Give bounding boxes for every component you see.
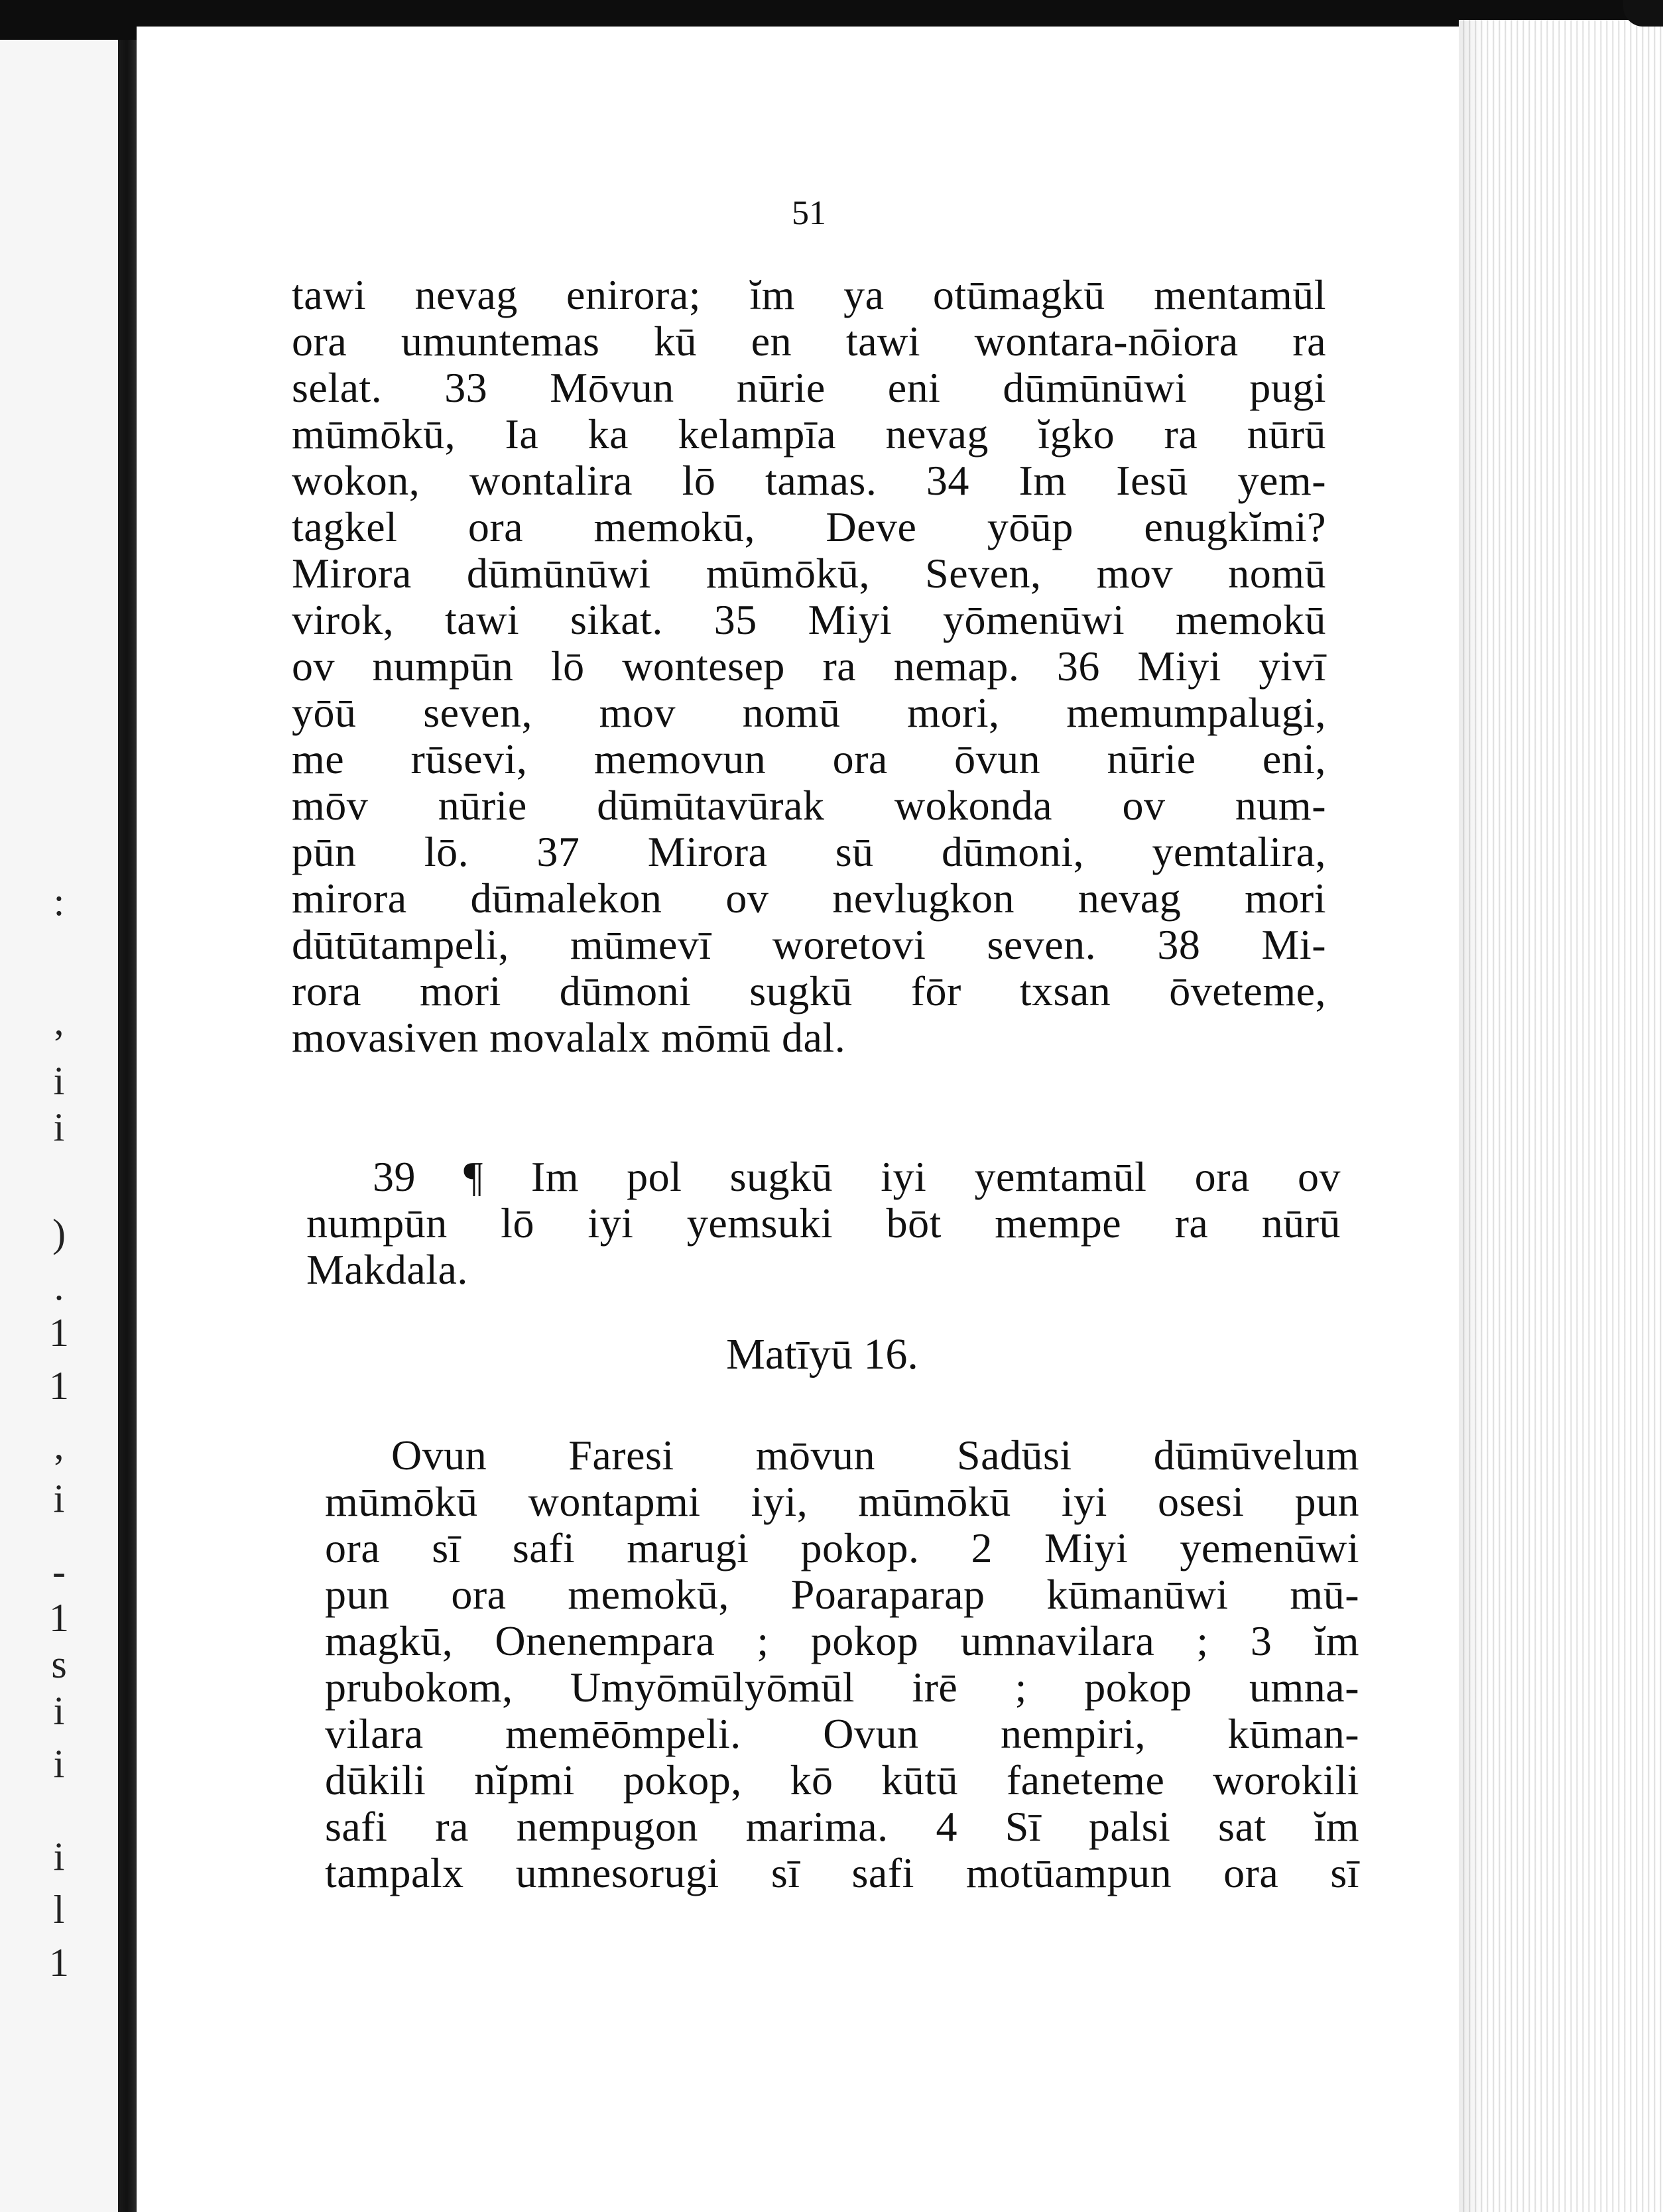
book-gutter (118, 40, 137, 2212)
text-line: tagkel ora memokū, Deve yōūp enugkĭmi? (292, 503, 1326, 550)
text-line: virok, tawi sikat. 35 Miyi yōmenūwi memokū (292, 596, 1326, 643)
page-edges (1459, 20, 1663, 2212)
text-line: magkū, Onenempara ; pokop umnavilara ; 3 ĭm (325, 1617, 1359, 1664)
text-line: tampalx umnesorugi sī safi motūampun ora sī (325, 1849, 1359, 1896)
margin-fragment: i (53, 1477, 65, 1520)
text-line: ov numpūn lō wontesep ra nemap. 36 Miyi yivī (292, 643, 1326, 690)
text-line: tawi nevag enirora; ĭm ya otūmagkū mentamūl (292, 271, 1326, 318)
page-number: 51 (792, 194, 826, 232)
chapter-heading: Matīyū 16. (726, 1330, 918, 1379)
margin-fragment: i (53, 1105, 65, 1149)
margin-fragment: s (51, 1642, 67, 1686)
margin-fragment: 1 (49, 1596, 69, 1640)
margin-fragment: l (53, 1888, 65, 1932)
text-line: me rūsevi, memovun ora ōvun nūrie eni, (292, 735, 1326, 782)
text-line: mūmōkū wontapmi iyi, mūmōkū iyi osesi pun (325, 1478, 1359, 1525)
text-line: dūkili nĭpmi pokop, kō kūtū faneteme worokili (325, 1756, 1359, 1804)
margin-fragment: . (54, 1264, 64, 1308)
paragraph-verse-39 (306, 1154, 1341, 1293)
text-line: pun ora memokū, Poaraparap kūmanūwi mū- (325, 1571, 1359, 1618)
margin-fragment: , (54, 1424, 64, 1467)
previous-page-edge (0, 40, 118, 2212)
text-line: Makdala. (306, 1246, 468, 1293)
margin-fragment: ) (52, 1211, 66, 1255)
text-line: mūmōkū, Ia ka kelampīa nevag ĭgko ra nūrū (292, 410, 1326, 458)
text-line: numpūn lō iyi yemsuki bōt mempe ra nūrū (306, 1199, 1341, 1247)
margin-fragment: i (53, 1059, 65, 1103)
margin-fragment: 1 (49, 1364, 69, 1408)
text-line: dūtūtampeli, mūmevī woretovi seven. 38 Mi- (292, 921, 1326, 968)
margin-fragment: i (53, 1742, 65, 1786)
margin-fragment: i (53, 1689, 65, 1733)
text-line: mirora dūmalekon ov nevlugkon nevag mori (292, 875, 1326, 922)
text-line: safi ra nempugon marima. 4 Sī palsi sat ĭm (325, 1803, 1359, 1850)
text-line: Mirora dūmūnūwi mūmōkū, Seven, mov nomū (292, 550, 1326, 597)
text-line: 39 ¶ Im pol sugkū iyi yemtamūl ora ov (373, 1153, 1341, 1200)
text-line: selat. 33 Mōvun nūrie eni dūmūnūwi pugi (292, 364, 1326, 411)
margin-fragment: 1 (49, 1941, 69, 1985)
text-line: Ovun Faresi mōvun Sadūsi dūmūvelum (391, 1432, 1359, 1479)
page-edge-shadow (1459, 20, 1485, 2212)
text-line: wokon, wontalira lō tamas. 34 Im Iesū yem- (292, 457, 1326, 504)
paragraph-chapter-16 (325, 1432, 1359, 1896)
paragraph-main (292, 272, 1326, 1061)
text-line: rora mori dūmoni sugkū fōr txsan ōveteme, (292, 967, 1326, 1014)
text-line: movasiven movalalx mōmū dal. (292, 1014, 846, 1061)
text-line: ora sī safi marugi pokop. 2 Miyi yemenūwi (325, 1524, 1359, 1571)
margin-fragment: i (53, 1835, 65, 1878)
text-line: prubokom, Umyōmūlyōmūl irē ; pokop umna- (325, 1664, 1359, 1711)
text-line: ora umuntemas kū en tawi wontara-nōiora ra (292, 318, 1326, 365)
text-line: pūn lō. 37 Mirora sū dūmoni, yemtalira, (292, 828, 1326, 875)
text-line: mōv nūrie dūmūtavūrak wokonda ov num- (292, 782, 1326, 829)
margin-fragment: 1 (49, 1311, 69, 1355)
margin-fragment: - (52, 1550, 66, 1593)
text-line: vilara memēōmpeli. Ovun nempiri, kūman- (325, 1710, 1359, 1757)
margin-fragment: , (54, 999, 64, 1043)
margin-fragment: : (53, 880, 65, 924)
text-line: yōū seven, mov nomū mori, memumpalugi, (292, 689, 1326, 736)
